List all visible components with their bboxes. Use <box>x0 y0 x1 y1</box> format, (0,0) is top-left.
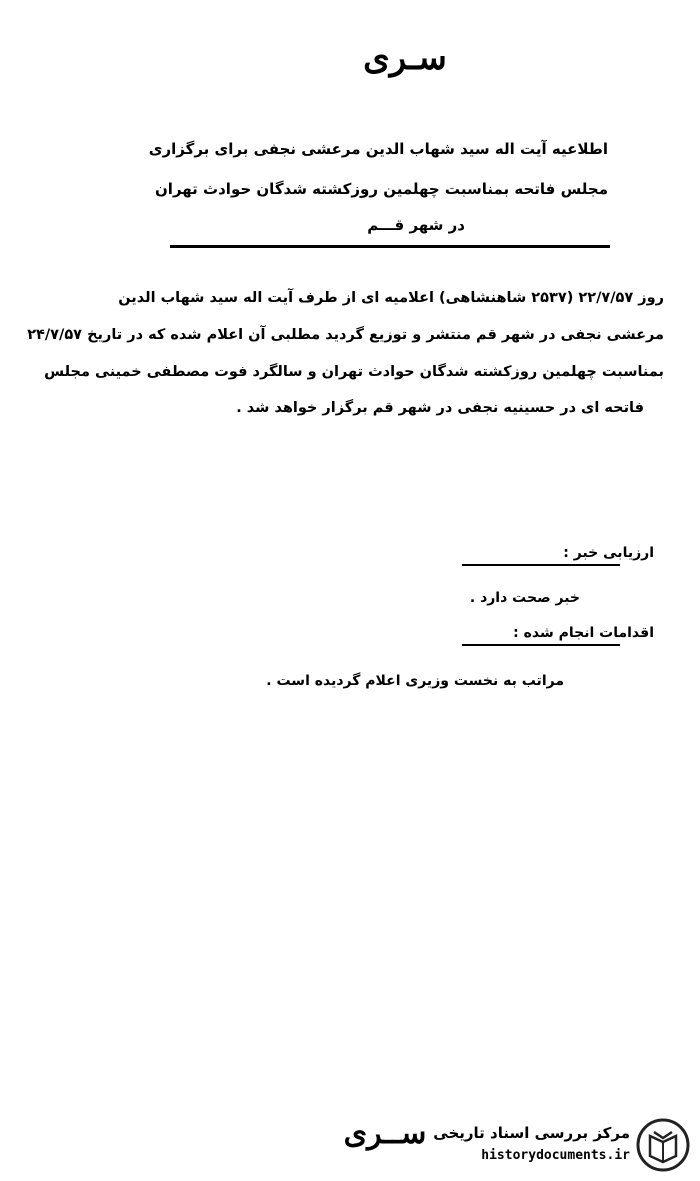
evaluation-underline <box>462 564 620 566</box>
actions-text: مراتب به نخست وزیری اعلام گردیده است . <box>266 673 564 689</box>
title-line-1: اطلاعیه آیت اله سید شهاب الدین مرعشی نجفی برای برگزاری <box>148 140 608 158</box>
actions-heading: اقدامات انجام شده : <box>513 625 654 641</box>
body-line-3: بمناسبت چهلمین روزکشته شدگان حوادث تهران و سالگرد فوت مصطفی خمینی مجلس <box>44 364 664 380</box>
classification-top: سـری <box>363 38 447 78</box>
classification-bottom: ســری <box>343 1116 427 1151</box>
body-line-4: فاتحه ای در حسینیه نجفی در شهر قم برگزار خواهد شد . <box>236 400 644 416</box>
watermark-url: historydocuments.ir <box>481 1148 630 1163</box>
title-line-2: مجلس فاتحه بمناسبت چهلمین روزکشته شدگان حوادث تهران <box>155 180 608 198</box>
body-line-2: مرعشی نجفی در شهر قم منتشر و توزیع گردید مطلبی آن اعلام شده که در تاریخ ۲۴/۷/۵۷ <box>27 327 664 343</box>
evaluation-text: خبر صحت دارد . <box>469 590 580 606</box>
watermark <box>430 1118 690 1172</box>
evaluation-heading: ارزیابی خبر : <box>563 545 654 561</box>
watermark-organization: مرکز بررسی اسناد تاریخی <box>433 1124 630 1142</box>
title-line-3: در شهر قـــم <box>367 216 465 234</box>
book-emblem-icon <box>636 1118 690 1172</box>
body-line-1: روز ۲۲/۷/۵۷ (۲۵۳۷ شاهنشاهی) اعلامیه ای از طرف آیت اله سید شهاب الدین <box>118 290 664 306</box>
actions-underline <box>462 644 620 646</box>
title-underline <box>170 245 610 248</box>
